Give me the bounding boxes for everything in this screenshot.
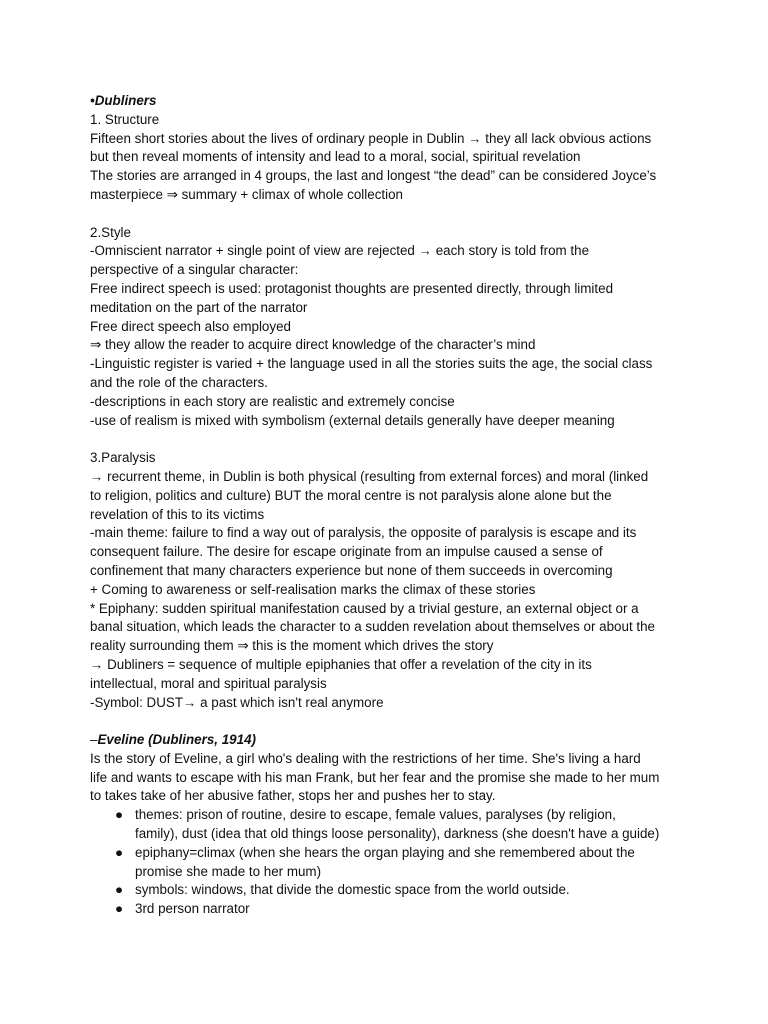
- paragraph-gap: [90, 712, 690, 731]
- paralysis-line: → Dubliners = sequence of multiple epiphanies that offer a revelation of the city in its: [90, 656, 592, 672]
- eveline-intro-line: Is the story of Eveline, a girl who's dealing with the restrictions of her time. She's living a hard: [90, 750, 641, 766]
- structure-line: masterpiece ⇒ summary + climax of whole collection: [90, 186, 403, 202]
- eveline-title: Eveline (Dubliners, 1914): [97, 732, 256, 748]
- list-item-line: 3rd person narrator: [135, 901, 250, 917]
- style-line: -use of realism is mixed with symbolism (external details generally have deeper meaning: [90, 412, 615, 428]
- paralysis-line: reality surrounding them ⇒ this is the moment which drives the story: [90, 638, 494, 654]
- style-line: perspective of a singular character:: [90, 262, 299, 278]
- paralysis-line: banal situation, which leads the character to a sudden revelation about themselves or about the: [90, 619, 655, 635]
- eveline-bullet-list: [90, 806, 690, 919]
- list-item: [90, 806, 690, 844]
- list-item-line: symbols: windows, that divide the domestic space from the world outside.: [135, 882, 570, 898]
- paralysis-line: revelation of this to its victims: [90, 506, 265, 522]
- list-item-line: promise she made to her mum): [135, 863, 322, 879]
- eveline-dash: –: [90, 732, 98, 748]
- paralysis-heading: 3.Paralysis: [90, 450, 156, 466]
- eveline-title-line: [90, 731, 690, 750]
- style-line: ⇒ they allow the reader to acquire direct knowledge of the character’s mind: [90, 337, 536, 353]
- structure-heading: 1. Structure: [90, 111, 160, 127]
- eveline-intro-line: to takes take of her abusive father, stops her and pushes her to stay.: [90, 788, 496, 804]
- paralysis-line: confinement that many characters experience but none of them succeeds in overcoming: [90, 562, 613, 578]
- style-line: -Linguistic register is varied + the language used in all the stories suits the age, the social class: [90, 356, 653, 372]
- list-item-line: epiphany=climax (when she hears the organ playing and she remembered about the: [135, 844, 635, 860]
- paralysis-line: to religion, politics and culture) BUT the moral centre is not paralysis alone alone but the: [90, 487, 612, 503]
- structure-line: but then reveal moments of intensity and lead to a moral, social, spiritual revelation: [90, 149, 581, 165]
- bullet-icon: ●: [115, 807, 124, 823]
- list-item: [90, 844, 690, 882]
- bullet-icon: ●: [115, 882, 124, 898]
- list-item-line: themes: prison of routine, desire to escape, female values, paralyses (by religion,: [135, 807, 616, 823]
- style-line: Free indirect speech is used: protagonist thoughts are presented directly, through limited: [90, 280, 614, 296]
- style-line: Free direct speech also employed: [90, 318, 291, 334]
- paralysis-line: intellectual, moral and spiritual paralysis: [90, 675, 327, 691]
- style-line: -descriptions in each story are realistic and extremely concise: [90, 393, 455, 409]
- paralysis-line: -main theme: failure to find a way out of paralysis, the opposite of paralysis is escape and its: [90, 525, 637, 541]
- paralysis-line: consequent failure. The desire for escape originate from an impulse caused a sense of: [90, 544, 603, 560]
- bullet-icon: ●: [115, 844, 124, 860]
- list-item: [90, 881, 690, 900]
- style-line: and the role of the characters.: [90, 374, 268, 390]
- bullet-icon: ●: [115, 901, 124, 917]
- style-line: -Omniscient narrator + single point of view are rejected → each story is told from the: [90, 243, 590, 259]
- structure-line: Fifteen short stories about the lives of ordinary people in Dublin → they all lack obvious actions: [90, 130, 652, 146]
- eveline-intro-line: life and wants to escape with his man Frank, but her fear and the promise she made to her mum: [90, 769, 660, 785]
- dubliners-title: •Dubliners: [90, 93, 157, 108]
- document-page: [90, 92, 690, 919]
- paralysis-line: * Epiphany: sudden spiritual manifestation caused by a trivial gesture, an external object or a: [90, 600, 639, 616]
- paralysis-line: + Coming to awareness or self-realisation marks the climax of these stories: [90, 581, 536, 597]
- style-heading: 2.Style: [90, 224, 131, 240]
- paralysis-line: → recurrent theme, in Dublin is both physical (resulting from external forces) and moral (linked: [90, 468, 649, 484]
- list-item-line: family), dust (idea that old things loose personality), darkness (she doesn't have a guide): [135, 826, 660, 842]
- paragraph-gap: [90, 430, 690, 449]
- list-item: [90, 900, 690, 919]
- structure-line: The stories are arranged in 4 groups, the last and longest “the dead” can be considered Joyce’s: [90, 168, 657, 184]
- paralysis-line: -Symbol: DUST→ a past which isn't real anymore: [90, 694, 384, 710]
- paragraph-gap: [90, 205, 690, 224]
- style-line: meditation on the part of the narrator: [90, 299, 308, 315]
